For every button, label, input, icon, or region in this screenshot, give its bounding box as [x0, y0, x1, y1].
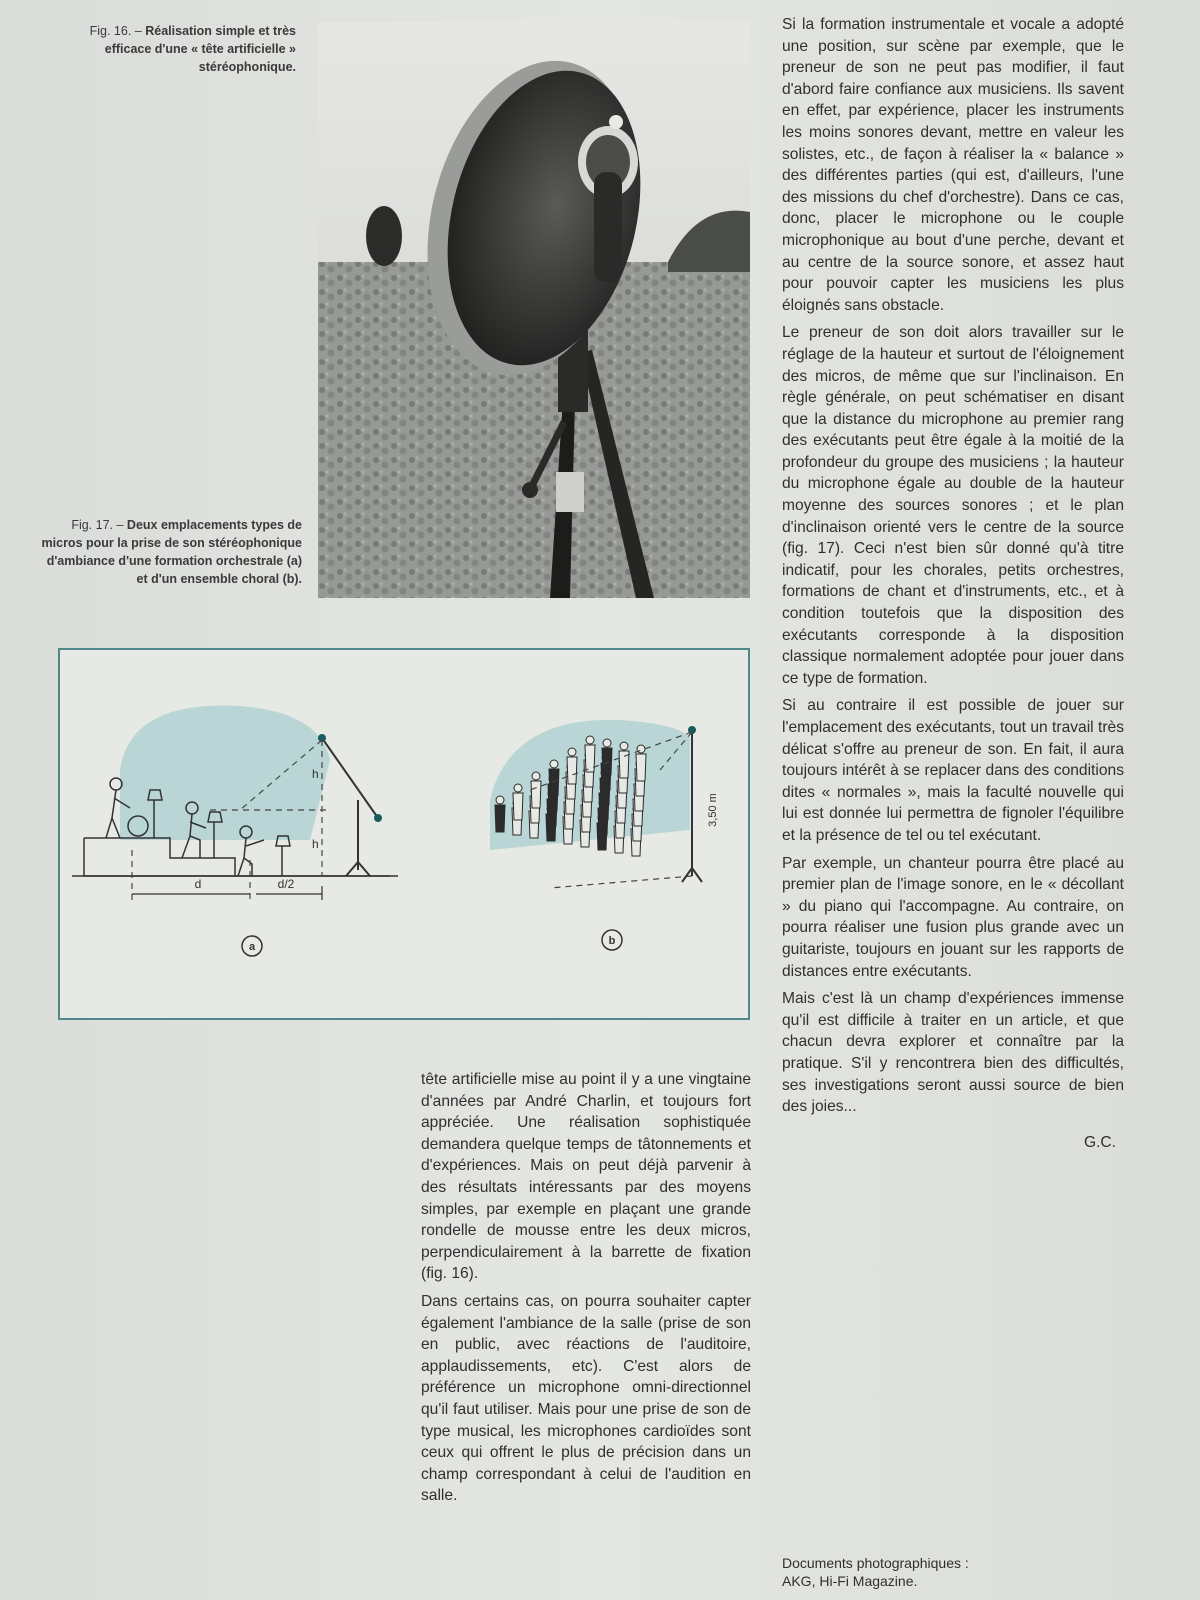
choir-singer-body — [585, 745, 595, 772]
choir-singer-head — [620, 742, 628, 750]
orchestra-setup — [72, 706, 398, 956]
choir-singer-body — [531, 781, 541, 808]
choir-singer-head — [514, 784, 522, 792]
right-paragraph-3: Si au contraire il est possible de jouer sur l'emplacement des exécutants, tout un travail très délicat s'offre au preneur de son. En fait, il aura toujours intérêt à se replacer dans des conditions dites « normales », mais la faculté nouvelle qui lui est donnée lui permettra de fignoler l'équilibre et la présence de tel ou tel exécutant. — [782, 697, 1124, 844]
middle-paragraph-1: tête artificielle mise au point il y a une vingtaine d'années par André Charlin, et toujours fort appréciée. Une réalisation sophistiquée demandera quelque temps de tâtonnements et d'expériences. Mais on peut déjà parvenir à des résultats intéressants par des moyens simples, par exemple en plaçant une grande rondelle de mousse entre les deux micros, perpendiculairement à la barrette de fixation (fig. 16). — [421, 1071, 751, 1283]
choir-singer-body — [567, 757, 577, 784]
fig17-text: Deux emplacements types de micros pour la prise de son stéréophonique d'ambiance d'une formation orchestrale (a) et d'un ensemble choral (b). — [41, 518, 302, 586]
fig16-caption — [60, 22, 296, 76]
label-a: a — [248, 941, 256, 953]
artificial-head-photo — [318, 22, 750, 598]
right-paragraph-5: Mais c'est là un champ d'expériences immense qu'il est difficile à traiter en un article, et que chacun devra explorer et connaître par la pratique. S'il y rencontrera bien des difficultés, ses investigations seront aussi source de bien des joies... — [782, 990, 1124, 1116]
dim-d-label: d — [194, 877, 202, 891]
height-label: 3,50 m — [707, 793, 719, 827]
choir-singer-head — [550, 760, 558, 768]
fig17-label: Fig. 17. – — [71, 518, 124, 532]
dim-h-upper-label: h — [312, 767, 319, 781]
dim-h-lower-label: h — [312, 837, 319, 851]
choir-singer-head — [496, 796, 504, 804]
dim-d2-label: d/2 — [277, 877, 295, 891]
right-text-column — [782, 14, 1124, 1153]
choir-singer-body — [495, 805, 505, 832]
choir-singer-body — [602, 748, 612, 775]
right-paragraph-1: Si la formation instrumentale et vocale a adopté une position, sur scène par exemple, que le preneur de son ne peut pas modifier, il faut d'abord faire confiance aux musiciens. Ils savent en effet, par expérience, placer les instruments les moins sonores devant, mettre en valeur les solistes, etc., de façon à réaliser la « balance » des différentes parties (qui est, d'ailleurs, l'une des missions du chef d'orchestre). Dans ce cas, donc, placer le microphone ou le couple microphonique au bout d'une perche, devant et au centre de la source sonore, et assez haut pour pouvoir capter les musiciens les plus éloignés sans obstacle. — [782, 16, 1124, 314]
credits-line-1: Documents photographiques : — [782, 1555, 969, 1571]
choir-singer-body — [549, 769, 559, 796]
microphone-placement-diagram — [58, 648, 750, 1020]
right-paragraph-4: Par exemple, un chanteur pourra être placé au premier plan de l'image sonore, en le « décollant » du piano qui l'accompagne. Au contraire, on pourra réaliser une fusion plus grande avec un guitariste, toujours en jouant sur les rapports de distances entre exécutants. — [782, 854, 1124, 980]
choir-singer-body — [513, 793, 523, 820]
label-b: b — [608, 935, 616, 947]
choir-singer-head — [568, 748, 576, 756]
fig16-label: Fig. 16. – — [89, 24, 142, 38]
choir-singer-head — [603, 739, 611, 747]
fig16-text: Réalisation simple et très efficace d'une « tête artificielle » stéréophonique. — [104, 24, 296, 74]
choir-setup — [490, 720, 719, 950]
choir-singer-head — [586, 736, 594, 744]
photo-credits — [782, 1554, 1082, 1590]
choir-singer-head — [532, 772, 540, 780]
fig17-caption — [40, 516, 302, 588]
choir-singer-body — [636, 754, 646, 781]
right-paragraph-2: Le preneur de son doit alors travailler sur le réglage de la hauteur et surtout de l'éloignement des micros, de même que sur l'inclinaison. En règle générale, on peut schématiser en disant que la distance du microphone au premier rang des exécutants peut être égale à la moitié de la profondeur du groupe des musiciens ; la hauteur du microphone égale au double de la hauteur moyenne des sources sonores ; et le plan d'inclinaison orienté vers le centre de la source (fig. 17). Ceci n'est bien sûr donné qu'à titre indicatif, pour les chorales, petits orchestres, formations de chant et d'instruments, etc., et à condition toutefois que la disposition des exécutants corresponde à la disposition classique normalement adoptée pour jouer dans ce type de formation. — [782, 324, 1124, 687]
middle-text-column — [421, 1069, 751, 1513]
author-signature: G.C. — [1083, 1133, 1116, 1151]
middle-paragraph-2: Dans certains cas, on pourra souhaiter capter également l'ambiance de la salle (prise de son en public, avec réactions de l'auditoire, applaudissements, etc). C'est alors de préférence un microphone omni-directionnel qu'il faut utiliser. Mais pour une prise de son de type musical, les microphones cardioïdes sont ceux qui offrent le plus de précision dans un champ correspondant à celui de l'audition en salle. — [421, 1292, 751, 1505]
credits-line-2: AKG, Hi-Fi Magazine. — [782, 1573, 918, 1589]
